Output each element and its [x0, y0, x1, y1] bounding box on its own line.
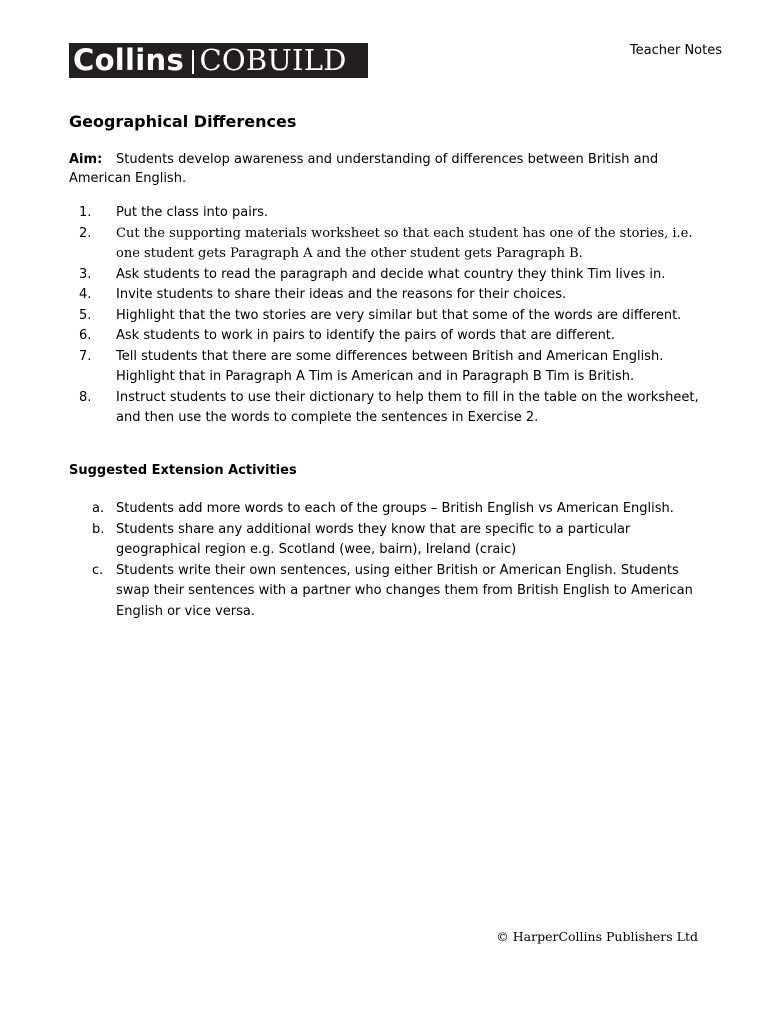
step-number: 3. — [79, 266, 92, 282]
step-number: 5. — [79, 307, 92, 323]
aim-paragraph — [69, 150, 669, 188]
activity-text: Students share any additional words they know that are specific to a particular geographical region e.g. Scotland (wee, bairn), Ireland (craic) — [116, 521, 631, 557]
step-number: 7. — [79, 348, 92, 364]
aim-label: Aim: — [69, 152, 103, 167]
extension-activities-list — [69, 499, 699, 622]
activity-text: Students write their own sentences, using either British or American English. Students swap their sentences with a partner who changes them from British English to American English or vice versa. — [116, 562, 693, 619]
activity-letter: c. — [92, 562, 104, 578]
copyright-footer: © HarperCollins Publishers Ltd — [496, 929, 698, 944]
step-text: Highlight that the two stories are very similar but that some of the words are different. — [116, 307, 682, 323]
step-text: Ask students to read the paragraph and decide what country they think Tim lives in. — [116, 266, 666, 282]
list-item — [69, 224, 699, 265]
step-text: Tell students that there are some differences between British and American English. Highlight that in Paragraph A Tim is American and in Paragraph B Tim is British. — [116, 348, 664, 384]
aim-text: Students develop awareness and understanding of differences between British and American English. — [69, 152, 659, 186]
list-item — [69, 388, 699, 429]
list-item — [69, 347, 699, 388]
page-title: Geographical Differences — [69, 112, 297, 131]
procedure-steps-list — [69, 203, 699, 429]
logo-divider — [192, 50, 194, 74]
step-number: 2. — [79, 225, 92, 241]
step-number: 6. — [79, 328, 92, 343]
step-number: 4. — [79, 287, 92, 302]
extension-section-title: Suggested Extension Activities — [69, 463, 297, 478]
step-number: 8. — [79, 389, 92, 405]
activity-text: Students add more words to each of the groups – British English vs American English. — [116, 501, 674, 516]
step-text: Ask students to work in pairs to identify the pairs of words that are different. — [116, 328, 616, 343]
step-text: Cut the supporting materials worksheet so that each student has one of the stories, i.e. one student gets Paragraph A and the other student gets Paragraph B. — [116, 225, 693, 261]
activity-letter: b. — [92, 521, 105, 537]
list-item — [69, 285, 699, 306]
logo-collins-text: Collins — [73, 43, 185, 77]
list-item — [69, 499, 699, 520]
activity-letter: a. — [92, 501, 105, 516]
step-text: Put the class into pairs. — [116, 205, 269, 220]
list-item — [69, 326, 699, 347]
list-item — [69, 561, 699, 623]
list-item — [69, 203, 699, 224]
step-text: Instruct students to use their dictionary to help them to fill in the table on the worksheet, and then use the words to complete the sentences in Exercise 2. — [116, 389, 699, 425]
list-item — [69, 306, 699, 327]
logo-cobuild-text: COBUILD — [199, 43, 347, 77]
list-item — [69, 520, 699, 561]
document-type-label: Teacher Notes — [629, 43, 722, 58]
collins-cobuild-logo — [69, 43, 368, 78]
list-item — [69, 265, 699, 286]
step-text: Invite students to share their ideas and the reasons for their choices. — [116, 287, 567, 302]
step-number: 1. — [79, 205, 92, 220]
